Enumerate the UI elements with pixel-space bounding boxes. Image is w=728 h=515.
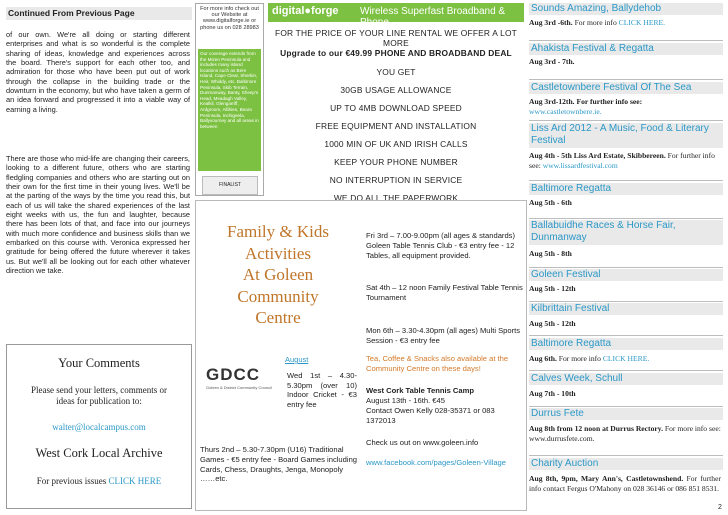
goleen-title-line-3: At Goleen [242,265,314,284]
event-detail: Aug 5th - 12th [529,319,576,328]
event-detail: Aug 8th, 9pm, Mary Ann's, Castletownshend. For further info contact Fergus O'Mahony on 028 36146 or 086 851 8531. [529,474,721,493]
event-click-here-link[interactable]: CLICK HERE. [602,354,650,363]
ad-line-2: Upgrade to our €49.99 PHONE AND BROADBAND DEAL [280,48,512,58]
event-title: Calves Week, Schull [529,373,723,385]
event-title: Sounds Amazing, Ballydehob [529,3,723,15]
sat-activity: Sat 4th – 12 noon Family Festival Table Tennis Tournament [366,283,523,302]
comments-box [6,344,192,509]
comments-title: Your Comments [58,356,140,370]
goleen-activities-panel [195,200,527,511]
ad-line-6: FREE EQUIPMENT AND INSTALLATION [315,121,477,131]
event-detail: Aug 6th. For more info CLICK HERE. [529,354,650,363]
finalist-badge: FINALIST [202,176,258,195]
goleen-title-line-4: Community [237,286,319,306]
website-note: Check us out on www.goleen.info [366,438,479,447]
comments-email-link[interactable]: walter@localcampus.com [52,422,146,432]
event-detail: Aug 7th - 10th [529,389,576,398]
mon-activity: Mon 6th – 3.30-4.30pm (all ages) Multi Sports Session - €3 entry fee [366,326,521,345]
event-click-here-link[interactable]: CLICK HERE. [618,18,666,27]
archive-line [7,476,191,486]
divider [529,455,723,456]
goleen-title [197,221,359,329]
castletownbere-link[interactable]: www.castletownbere.ie. [529,107,602,116]
divider [529,218,723,219]
event-detail: Aug 3rd - 7th. [529,57,575,66]
ad-line-7: 1000 MIN OF UK AND IRISH CALLS [324,139,468,149]
event-detail: Aug 3rd -6th. For more info CLICK HERE. [529,18,666,27]
goleen-title-line-1: Family & Kids [226,222,329,241]
article-paragraph-1: of our own. We're all doing or starting different enterprises and what is so wonderful is the complete sharing of ideas, knowledge and experiences across the board. There's support for each other too, and admiration for those who have been put out of work through the collapse in the building trade or the downturn in the economy, but who have taken a germ of an idea forward and progressed it into a viable way of earning a living. [6,30,190,114]
gdcc-logo-text: GDCC [206,365,261,384]
camp-dates: August 13th - 16th. €45 [366,396,445,405]
divider [529,79,723,80]
ad-banner [268,3,524,28]
ad-coverage-box: Our coverage extends from the Mizen Peninsula and includes many island locations such as Bere Island, Cape Clear, Sherkin, Heir, Whiddy, etc. Baltimore Peninsula, Skib Terrain, Dunmanway, Banty, Sheep's Head, Meadagh Valley, Kealkil, Glengarriff, Ardgroom, Allihies, Beara Peninsula, Inchigeela, Ballyvourney and all areas in between [198,49,261,171]
divider [529,40,723,41]
event-title: Liss Ard 2012 - A Music, Food & Literary Festival [529,123,723,148]
event-detail: Aug 8th from 12 noon at Durrus Rectory. For more info see: www.durrusfete.com. [529,424,721,443]
fri-activity: Fri 3rd – 7.00-9.00pm (all ages & standards) Goleen Table Tennis Club - €3 entry fee - 12 Tables, all equipment provided. [366,231,515,260]
august-heading: August [285,355,309,364]
event-title: Kilbrittain Festival [529,303,723,315]
divider [529,180,723,181]
ad-line-10: WE DO ALL THE PAPERWORK [333,193,459,203]
thurs-activity: Thurs 2nd – 5.30-7.30pm (U16) Traditional Games - €5 entry fee - Board Games including Cards, Chess, Draughts, Jenga, Monopoly ……etc. [200,445,358,484]
ad-sidebar [195,3,264,196]
divider [529,370,723,371]
goleen-title-line-5: Centre [255,308,301,327]
divider [529,120,723,121]
ad-line-3: YOU GET [376,67,416,77]
event-title: Ahakista Festival & Regatta [529,43,723,55]
digitalforge-logo: digital●forge [272,5,339,17]
ad-more-info: For more info check out our Website at www.digitalforge.ie or phone us on 028 28983 [200,6,259,31]
archive-title: West Cork Local Archive [35,446,163,460]
event-title: Goleen Festival [529,269,723,281]
tea-note: Tea, Coffee & Snacks also available at the Community Centre on these days! [366,354,509,373]
event-title: Baltimore Regatta [529,183,723,195]
continued-header: Continued From Previous Page [6,7,192,20]
event-detail: Aug 5th - 6th [529,198,572,207]
divider [529,267,723,268]
event-title: Charity Auction [529,458,723,470]
event-detail: Aug 5th - 8th [529,249,572,258]
ad-line-9: NO INTERRUPTION IN SERVICE [329,175,463,185]
ad-line-8: KEEP YOUR PHONE NUMBER [334,157,458,167]
event-detail: Aug 5th - 12th [529,284,576,293]
events-column [529,3,723,511]
event-detail: Aug 4th - 5th Liss Ard Estate, Skibbereen. For further info see: www.lissardfestival.com [529,151,715,170]
camp-contact: Contact Owen Kelly 028-35371 or 083 1372013 [366,406,495,425]
event-title: Castletownbere Festival Of The Sea [529,82,723,94]
divider [529,406,723,407]
goleen-title-line-2: Activities [244,243,312,263]
divider [529,301,723,302]
left-column [6,4,192,511]
ad-line-1: FOR THE PRICE OF YOUR LINE RENTAL WE OFFER A LOT MORE [275,28,517,48]
event-detail: Aug 3rd-12th. For further info see: www.castletownbere.ie. [529,97,643,116]
archive-click-here-link[interactable]: CLICK HERE [108,476,162,486]
event-title: Durrus Fete [529,408,723,420]
article-paragraph-2: There are those who mid-life are changing their careers, looking to a different future, others who are starting fledgling companies and others who are starting out on their own for the first time in their young lives. We'll be at the parting of the ways by the time you read this, but each of us will take the shared experiences of the last eight weeks with us, the fun and laughter, because there has been lots of that, and face into our journeys with much more confidence and business skills than we embarked on this course with. Veronica expressed her gratitude for being offered the future wherever it takes us. But we'll all be looking out for each other whatever direction we take. [6,154,190,276]
ad-line-5: UP TO 4MB DOWNLOAD SPEED [330,103,462,113]
event-title: Baltimore Regatta [529,338,723,350]
lissard-link[interactable]: www.lissardfestival.com [542,161,618,170]
divider [529,335,723,336]
ad-line-4: 30GB USAGE ALLOWANCE [340,85,452,95]
event-title: Ballabuidhe Races & Horse Fair, Dunmanway [529,220,723,245]
wed-activity: Wed 1st – 4.30-5.30pm (over 10) Indoor Cricket - €3 entry fee [287,371,357,409]
facebook-link[interactable]: www.facebook.com/pages/Goleen-Village [366,458,507,467]
gdcc-logo-sub: Goleen & District Community Council [206,385,272,390]
page-number: 2 [718,504,722,511]
digital-forge-ad [195,3,525,203]
ad-headline: Wireless Superfast Broadband & Phone [360,6,506,28]
ad-offer-lines [266,28,526,203]
camp-title: West Cork Table Tennis Camp [366,386,475,395]
archive-prefix: For previous issues [36,476,109,486]
comments-body: Please send your letters, comments or ideas for publication to: [31,385,167,406]
